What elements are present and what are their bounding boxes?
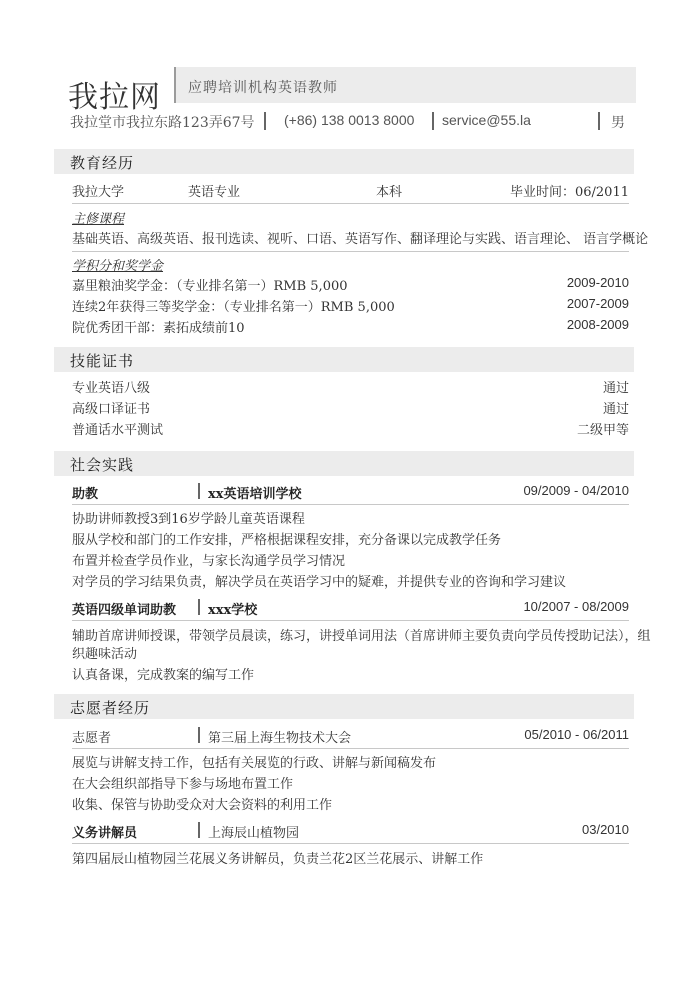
award-item [72,275,629,293]
field-divider [198,483,200,499]
job-date: 10/2007 - 08/2009 [523,599,629,614]
graduation-date: 毕业时间：06/2011 [509,185,629,200]
divider [72,251,629,252]
skill-item [72,398,629,416]
school: 我拉大学 [72,185,125,200]
job-duty: 辅助首席讲师授课，带领学员晨读，练习，讲授单词用法（首席讲师主要负责向学员传授助记法），组 [72,629,651,644]
section-title: 教育经历 [70,154,135,172]
skill-item [72,419,629,437]
address: 我拉堂市我拉东路123弄67号 [70,115,255,131]
contact-divider [598,112,600,130]
award-text: 连续2年获得三等奖学金：（专业排名第一）RMB 5,000 [72,300,395,315]
field-divider [198,727,200,743]
skill-result: 通过 [602,402,629,417]
job-date: 03/2010 [582,822,629,837]
job-role: 志愿者 [72,731,112,746]
award-item [72,317,629,335]
job-header [72,727,629,745]
courses-label: 主修课程 [72,212,125,227]
job-date: 09/2009 - 04/2010 [523,483,629,498]
job-org: xx英语培训学校 [208,487,302,502]
skill-result: 通过 [602,381,629,396]
contact-divider [264,112,266,130]
job-duty: 在大会组织部指导下参与场地布置工作 [72,777,294,792]
job-header [72,822,629,840]
award-date: 2007-2009 [566,296,629,311]
awards-label: 学积分和奖学金 [72,259,164,274]
courses-list: 基础英语、高级英语、报刊选读、视听、口语、英语写作、翻译理论与实践、语言理论、 语言学概论 [72,232,649,247]
job-duty: 对学员的学习结果负责，解决学员在英语学习中的疑难，并提供专业的咨询和学习建议 [72,575,567,590]
divider [72,843,629,844]
divider [72,620,629,621]
job-org: 上海辰山植物园 [208,826,300,841]
field-divider [198,822,200,838]
divider [72,203,629,204]
award-item [72,296,629,314]
job-duty: 第四届辰山植物园兰花展义务讲解员，负责兰花2区兰花展示、讲解工作 [72,852,484,867]
applied-position: 应聘培训机构英语教师 [188,80,338,96]
job-duty: 收集、保管与协助受众对大会资料的利用工作 [72,798,333,813]
resume-name: 我拉网 [68,80,161,115]
contact-divider [432,112,434,130]
job-duty: 织趣味活动 [72,647,138,662]
section-volunteer-header [54,694,634,719]
divider [72,504,629,505]
job-duty: 协助讲师教授3到16岁学龄儿童英语课程 [72,512,305,527]
section-title: 社会实践 [70,456,135,474]
phone: (+86) 138 0013 8000 [284,112,415,128]
position-banner [174,67,636,103]
job-duty: 认真备课，完成教案的编写工作 [72,668,255,683]
divider [72,748,629,749]
award-text: 院优秀团干部：素拓成绩前10 [72,321,245,336]
job-date: 05/2010 - 06/2011 [524,727,629,742]
education-entry [72,181,629,199]
section-practice-header [54,451,634,476]
email: service@55.la [442,112,531,128]
skill-name: 高级口译证书 [72,402,151,417]
job-duty: 布置并检查学员作业，与家长沟通学员学习情况 [72,554,346,569]
gender: 男 [611,115,625,131]
degree: 本科 [376,185,403,200]
award-date: 2009-2010 [566,275,629,290]
major: 英语专业 [188,185,241,200]
skill-name: 专业英语八级 [72,381,151,396]
job-org: xxx学校 [208,603,258,618]
job-header [72,483,629,501]
job-org: 第三届上海生物技术大会 [208,731,352,746]
award-text: 嘉里粮油奖学金：（专业排名第一）RMB 5,000 [72,279,348,294]
skill-item [72,377,629,395]
job-duty: 展览与讲解支持工作，包括有关展览的行政、讲解与新闻稿发布 [72,756,437,771]
section-title: 志愿者经历 [70,699,151,717]
job-header [72,599,629,617]
section-title: 技能证书 [70,352,135,370]
section-skills-header [54,347,634,372]
section-education-header [54,149,634,174]
skill-result: 二级甲等 [576,423,629,438]
skill-name: 普通话水平测试 [72,423,164,438]
job-role: 义务讲解员 [72,826,138,841]
field-divider [198,599,200,615]
job-duty: 服从学校和部门的工作安排，严格根据课程安排，充分备课以完成教学任务 [72,533,502,548]
job-role: 英语四级单词助教 [72,603,177,618]
award-date: 2008-2009 [566,317,629,332]
contact-info [70,112,630,132]
job-role: 助教 [72,487,99,502]
